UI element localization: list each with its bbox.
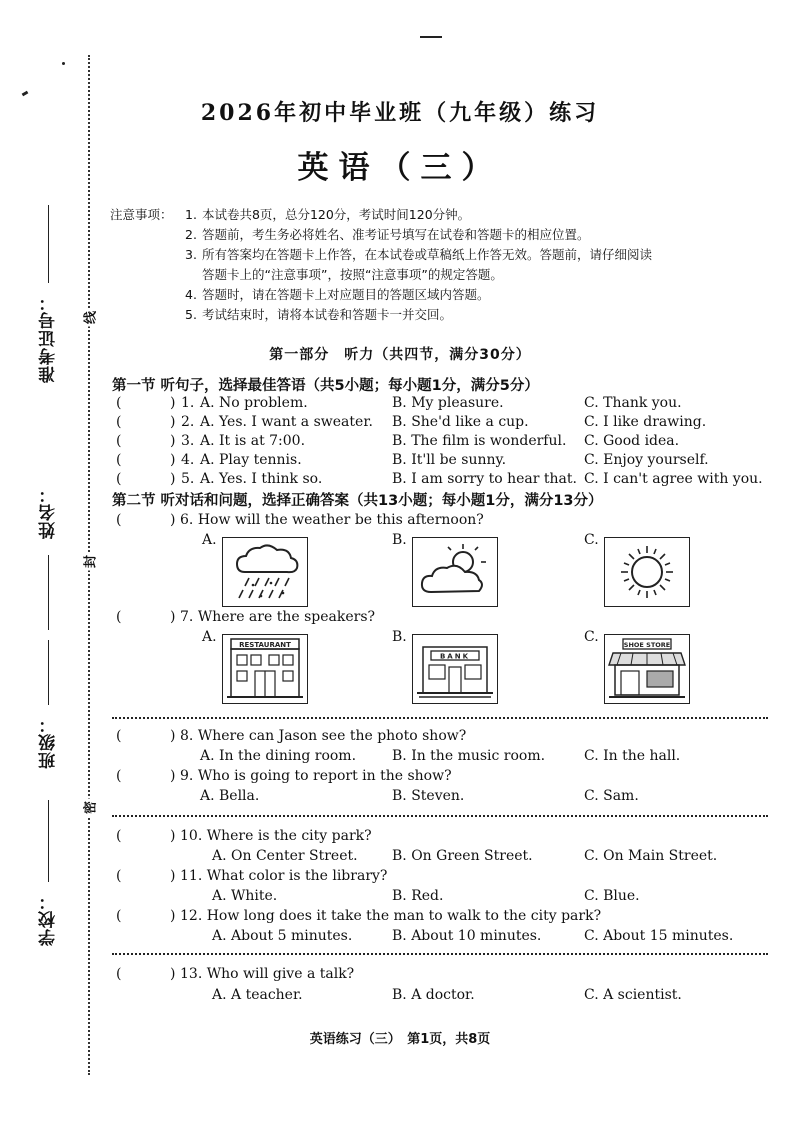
- corner-dot: [62, 62, 65, 65]
- q-text: What color is the library?: [206, 868, 388, 884]
- note-text: 所有答案均在答题卡上作答，在本试卷或草稿纸上作答无效。答题前，请仔细阅读: [201, 247, 652, 262]
- question-13: [180, 966, 354, 982]
- note-num: 3.: [185, 247, 197, 262]
- answer-blank[interactable]: (: [116, 471, 122, 487]
- sun-icon[interactable]: [604, 537, 690, 607]
- q-text: How will the weather be this afternoon?: [197, 512, 484, 528]
- question-8: [180, 728, 466, 744]
- option-c[interactable]: C. I like drawing.: [584, 414, 707, 430]
- question-number: 4.: [181, 452, 195, 468]
- option-label: A.: [202, 532, 217, 548]
- name-label: 姓名：: [38, 485, 59, 539]
- option-b[interactable]: B. Steven.: [392, 788, 465, 804]
- question-11: [180, 868, 387, 884]
- q-num: 9.: [180, 768, 194, 784]
- q-num: 12.: [180, 908, 203, 924]
- option-b[interactable]: B. On Green Street.: [392, 848, 533, 864]
- partly-cloudy-icon[interactable]: [412, 537, 498, 607]
- note-item: [185, 285, 775, 305]
- answer-blank-close: ): [170, 728, 176, 744]
- answer-blank[interactable]: (: [116, 908, 122, 924]
- rain-icon[interactable]: [222, 537, 308, 607]
- option-c[interactable]: C. Sam.: [584, 788, 639, 804]
- q-num: 6.: [180, 512, 194, 528]
- note-item: [185, 245, 775, 265]
- q-text: Who will give a talk?: [206, 966, 355, 982]
- answer-blank-close: ): [170, 609, 176, 625]
- question-7: [180, 609, 375, 625]
- note-text: 答题卡上的“注意事项”，按照“注意事项”的规定答题。: [202, 267, 503, 282]
- answer-blank[interactable]: (: [116, 433, 122, 449]
- class-line[interactable]: [48, 640, 49, 705]
- question-number: 1.: [181, 395, 195, 411]
- option-b[interactable]: B. Red.: [392, 888, 444, 904]
- part1-title: 第一部分 听力（共四节，满分30分）: [269, 347, 531, 363]
- q-text: Where can Jason see the photo show?: [197, 728, 467, 744]
- note-item: [185, 225, 775, 245]
- answer-blank[interactable]: (: [116, 868, 122, 884]
- question-number: 5.: [181, 471, 195, 487]
- option-a[interactable]: A. Yes. I think so.: [200, 471, 323, 487]
- q-num: 11.: [180, 868, 203, 884]
- answer-blank-close: ): [170, 908, 176, 924]
- option-a[interactable]: A. White.: [212, 888, 278, 904]
- q-text: Where is the city park?: [206, 828, 372, 844]
- q-text: How long does it take the man to walk to the city park?: [206, 908, 602, 924]
- bank-sign: BANK: [439, 652, 471, 661]
- divider: [112, 953, 768, 955]
- option-a[interactable]: A. About 5 minutes.: [212, 928, 353, 944]
- q-text: Where are the speakers?: [197, 609, 376, 625]
- class-field[interactable]: [28, 640, 68, 769]
- option-b[interactable]: B. It'll be sunny.: [392, 452, 507, 468]
- question-12: [180, 908, 601, 924]
- q-text: Who is going to report in the show?: [197, 768, 452, 784]
- school-line[interactable]: [48, 800, 49, 882]
- section1-title: 第一节 听句子，选择最佳答语（共5小题；每小题1分，满分5分）: [112, 378, 539, 394]
- name-line-field[interactable]: [28, 555, 68, 630]
- option-c[interactable]: C. I can't agree with you.: [584, 471, 763, 487]
- option-a[interactable]: A. Yes. I want a sweater.: [200, 414, 373, 430]
- answer-blank[interactable]: (: [116, 414, 122, 430]
- answer-blank[interactable]: (: [116, 728, 122, 744]
- answer-blank-close: ): [170, 966, 176, 982]
- answer-blank-close: ): [170, 512, 176, 528]
- note-num: 2.: [185, 227, 197, 242]
- restaurant-icon[interactable]: [222, 634, 308, 704]
- answer-blank[interactable]: (: [116, 828, 122, 844]
- option-a[interactable]: A. On Center Street.: [212, 848, 358, 864]
- q-num: 7.: [180, 609, 194, 625]
- option-c[interactable]: C. Blue.: [584, 888, 640, 904]
- bank-icon[interactable]: [412, 634, 498, 704]
- question-number: 2.: [181, 414, 195, 430]
- page-footer: 英语练习（三） 第1页，共8页: [309, 1032, 491, 1047]
- top-mark: [420, 36, 442, 38]
- question-6: [180, 512, 484, 528]
- option-label: B.: [392, 532, 407, 548]
- answer-blank-close: ): [170, 471, 176, 487]
- name-line[interactable]: [48, 555, 49, 630]
- answer-blank-close: ): [170, 452, 176, 468]
- school-field[interactable]: [28, 800, 68, 946]
- q-num: 13.: [180, 966, 203, 982]
- option-c[interactable]: C. Thank you.: [584, 395, 682, 411]
- question-9: [180, 768, 452, 784]
- note-item: [185, 305, 775, 325]
- question-number: 3.: [181, 433, 195, 449]
- page-title: 2026年初中毕业班（九年级）练习: [200, 100, 600, 126]
- class-label: 班级：: [38, 715, 59, 769]
- note-num: 1.: [185, 207, 197, 222]
- note-text: 答题前，考生务必将姓名、准考证号填写在试卷和答题卡的相应位置。: [201, 227, 590, 242]
- shoe-store-icon[interactable]: [604, 634, 690, 704]
- option-b[interactable]: B. She'd like a cup.: [392, 414, 529, 430]
- answer-blank-close: ): [170, 433, 176, 449]
- note-num: 5.: [185, 307, 197, 322]
- exam-number-label: 准考证号：: [38, 293, 59, 383]
- q-num: 10.: [180, 828, 203, 844]
- page-subtitle: 英语（三）: [297, 150, 503, 186]
- exam-number-line[interactable]: [48, 205, 49, 283]
- option-label: C.: [584, 532, 599, 548]
- shoe-store-sign: SHOE STORE: [623, 641, 671, 649]
- q-num: 8.: [180, 728, 194, 744]
- option-c[interactable]: C. A scientist.: [584, 987, 682, 1003]
- note-item: [202, 265, 792, 285]
- option-c[interactable]: C. On Main Street.: [584, 848, 718, 864]
- note-num: 4.: [185, 287, 197, 302]
- name-field[interactable]: [28, 485, 68, 539]
- question-10: [180, 828, 372, 844]
- answer-blank-close: ): [170, 768, 176, 784]
- option-b[interactable]: B. In the music room.: [392, 748, 546, 764]
- option-label: C.: [584, 629, 599, 645]
- option-b[interactable]: B. I am sorry to hear that.: [392, 471, 577, 487]
- option-a[interactable]: A. In the dining room.: [200, 748, 357, 764]
- answer-blank-close: ): [170, 868, 176, 884]
- note-text: 本试卷共8页，总分120分，考试时间120分钟。: [201, 207, 471, 222]
- note-text: 考试结束时，请将本试卷和答题卡一并交回。: [201, 307, 452, 322]
- option-b[interactable]: B. A doctor.: [392, 987, 475, 1003]
- seal-xian: 线: [80, 309, 99, 327]
- option-b[interactable]: B. About 10 minutes.: [392, 928, 542, 944]
- option-c[interactable]: C. Enjoy yourself.: [584, 452, 709, 468]
- option-c[interactable]: C. Good idea.: [584, 433, 680, 449]
- option-label: A.: [202, 629, 217, 645]
- answer-blank-close: ): [170, 395, 176, 411]
- note-item: [185, 205, 775, 225]
- answer-blank[interactable]: (: [116, 395, 122, 411]
- section2-title: 第二节 听对话和问题，选择正确答案（共13小题；每小题1分，满分13分）: [112, 493, 603, 509]
- seal-mi: 密: [80, 799, 99, 817]
- answer-blank-close: ): [170, 414, 176, 430]
- option-a[interactable]: A. It is at 7:00.: [200, 433, 306, 449]
- answer-blank[interactable]: (: [116, 768, 122, 784]
- answer-blank[interactable]: (: [116, 966, 122, 982]
- answer-blank[interactable]: (: [116, 512, 122, 528]
- option-b[interactable]: B. My pleasure.: [392, 395, 504, 411]
- restaurant-sign: RESTAURANT: [239, 641, 291, 649]
- divider: [112, 815, 768, 817]
- answer-blank[interactable]: (: [116, 452, 122, 468]
- answer-blank[interactable]: (: [116, 609, 122, 625]
- option-a[interactable]: A. A teacher.: [212, 987, 303, 1003]
- school-label: 学校：: [38, 892, 59, 946]
- option-label: B.: [392, 629, 407, 645]
- divider: [112, 717, 768, 719]
- seal-feng: 封: [80, 553, 99, 571]
- option-c[interactable]: C. In the hall.: [584, 748, 681, 764]
- note-text: 答题时，请在答题卡上对应题目的答题区域内答题。: [201, 287, 490, 302]
- notes-label: 注意事项：: [110, 207, 173, 222]
- option-a[interactable]: A. Play tennis.: [200, 452, 302, 468]
- option-a[interactable]: A. No problem.: [200, 395, 308, 411]
- option-c[interactable]: C. About 15 minutes.: [584, 928, 734, 944]
- answer-blank-close: ): [170, 828, 176, 844]
- option-b[interactable]: B. The film is wonderful.: [392, 433, 567, 449]
- option-a[interactable]: A. Bella.: [200, 788, 260, 804]
